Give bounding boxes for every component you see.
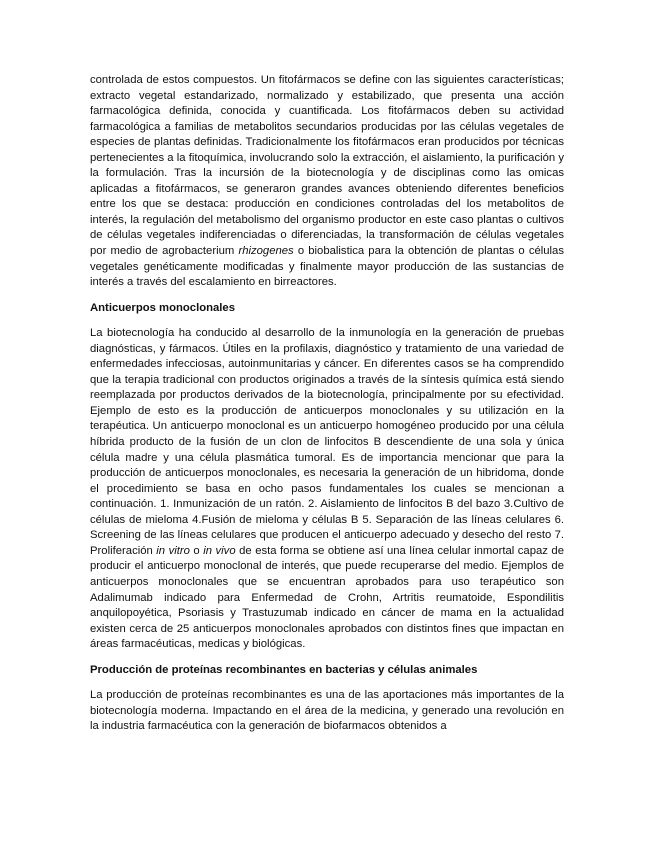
paragraph-text: La producción de proteínas recombinantes es una de las aportaciones más importantes de la biotecnología moderna. Impactando en el área de la medicina, y generado una revolución en la industria farmacéutica con la generación de biofarmacos obtenidos a — [90, 689, 564, 733]
italic-term: rhizogenes — [238, 245, 294, 258]
document-body — [90, 73, 564, 735]
italic-term: in vitro — [156, 544, 190, 557]
italic-term: in vivo — [203, 544, 236, 557]
paragraph-text: o — [189, 544, 204, 557]
section-heading-anticuerpos: Anticuerpos monoclonales — [90, 301, 236, 314]
paragraph-text: o biobalistica para la obtención de plantas o células vegetales genéticamente modificadas y finalmente mayor producción de las sustancias de interés a través del escalamiento en birreactores. — [90, 245, 564, 289]
paragraph-fitofarmacos — [90, 73, 564, 291]
paragraph-text: controlada de estos compuestos. Un fitofármacos se define con las siguientes características; extracto vegetal estandarizado, normalizado y estabilizado, que presenta una acción farmacológica definida, conocida y cuantificada. Los fitofármacos deben su actividad farmacológica a familias de metabolitos secundarios producidas por las células vegetales de especies de plantas definidas. Tradicionalmente los fitofármacos eran producidos por técnicas pertenecientes a la fitoquímica, involucrando solo la extracción, el aislamiento, la purificación y la formulación. Tras la incursión de la biotecnología y de disciplinas como las omicas aplicadas a fitofármacos, se generaron grandes avances obteniendo diferentes beneficios entre los que se destaca: producción en condiciones controladas del los metabolitos de interés, la regulación del metabolismo del organismo productor en este caso plantas o cultivos de células vegetales indiferenciadas o diferenciadas, la transformación de células vegetales por medio de agrobacterium — [90, 74, 564, 258]
paragraph-anticuerpos — [90, 326, 564, 652]
paragraph-text: de esta forma se obtiene así una línea celular inmortal capaz de producir el anticuerpo monoclonal de interés, que puede recuperarse del medio. Ejemplos de anticuerpos monoclonales que se encuentran aprobados para uso terapéutico son Adalimumab indicado para Enfermedad de Crohn, Artritis reumatoide, Espondilitis anquilopoyética, Psoriasis y Trastuzumab indicado en cáncer de mama en la actualidad existen cerca de 25 anticuerpos monoclonales aprobados con distintos fines que impactan en áreas farmacéuticas, medicas y biológicas. — [90, 544, 564, 651]
paragraph-proteinas — [90, 688, 564, 735]
paragraph-text: La biotecnología ha conducido al desarrollo de la inmunología en la generación de pruebas diagnósticas, y fármacos. Útiles en la profilaxis, diagnóstico y tratamiento de una variedad de enfermedades infecciosas, autoinmunitarias y cáncer. En diferentes casos se ha comprendido que la terapia tradicional con productos originados a través de la síntesis química está siendo reemplazada por productos derivados de la biotecnología, principalmente por su efectividad. Ejemplo de esto es la producción de anticuerpos monoclonales y su utilización en la terapéutica. Un anticuerpo monoclonal es un anticuerpo homogéneo producido por una célula híbrida producto de la fusión de un clon de linfocitos B descendiente de una sola y única célula madre y una célula plasmática tumoral. Es de importancia mencionar que para la producción de anticuerpos monoclonales, es necesaria la generación de un hibridoma, donde el procedimiento se basa en ocho pasos fundamentales los cuales se mencionan a continuación. 1. Inmunización de un ratón. 2. Aislamiento de linfocitos B del bazo 3.Cultivo de células de mieloma 4.Fusión de mieloma y células B 5. Separación de las líneas celulares 6. Screening de las líneas celulares que producen el anticuerpo adecuado y desecho del resto 7. Proliferación — [90, 327, 564, 557]
section-heading-proteinas: Producción de proteínas recombinantes en bacterias y células animales — [90, 663, 478, 676]
